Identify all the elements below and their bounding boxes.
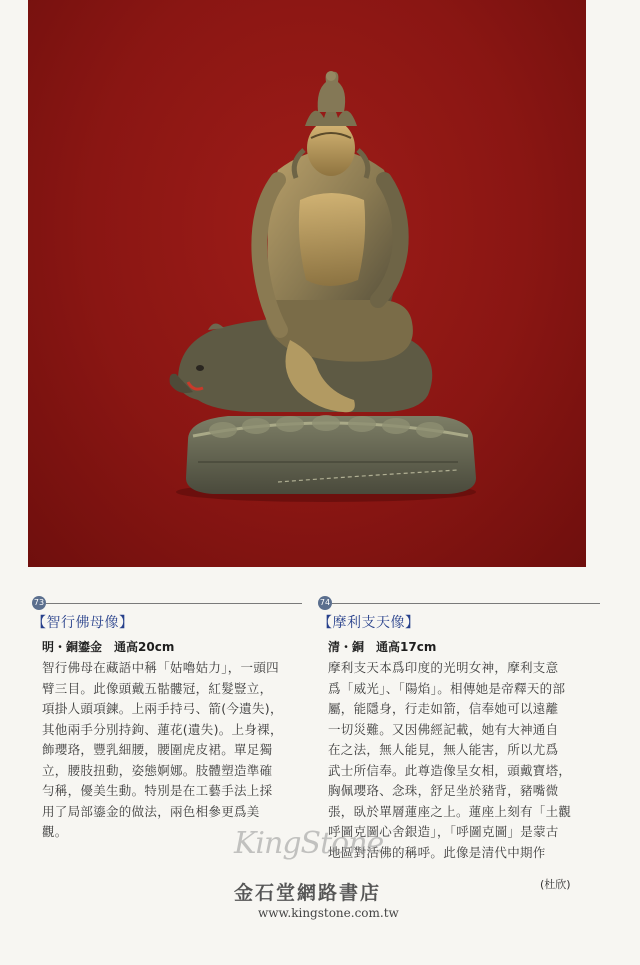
text-line: 地區對活佛的稱呼。此像是清代中期作 bbox=[328, 844, 546, 860]
text-line: 其他兩手分別持鉤、蓮花(遺失)。上身裸， bbox=[42, 721, 283, 737]
text-line: 爲「威光」、「陽焰」。相傳她是帝釋天的部 bbox=[328, 680, 566, 696]
watermark-store-name: 金石堂網路書店 bbox=[234, 882, 382, 904]
divider bbox=[332, 603, 600, 604]
entry-subtitle: 明・銅鎏金 通高20cm bbox=[42, 640, 175, 654]
text-line: 一切災難。又因佛經記載，她有大神通自 bbox=[328, 721, 559, 737]
text-line: 張，臥於單層蓮座之上。蓮座上刻有「土觀 bbox=[328, 803, 572, 819]
text-line: 飾瓔珞，豐乳細腰，腰圍虎皮裙。單足獨 bbox=[42, 742, 273, 757]
watermark-url: www.kingstone.com.tw bbox=[258, 906, 399, 920]
item-number-badge: 74 bbox=[318, 596, 332, 610]
text-line: 武士所信奉。此尊造像呈女相，頭戴寶塔， bbox=[328, 762, 572, 778]
statue-illustration bbox=[28, 0, 586, 567]
text-line: 臂三目。此像頭戴五骷髏冠，紅髮豎立， bbox=[42, 680, 273, 696]
text-line: 智行佛母在藏語中稱「姑嚕姑力」，一頭四 bbox=[42, 660, 279, 675]
text-line: 用了局部鎏金的做法，兩色相參更爲美 bbox=[42, 803, 260, 819]
author-credit: (杜欣) bbox=[540, 878, 571, 891]
text-line: 呼圖克圖心舍銀造」，「呼圖克圖」是蒙古 bbox=[328, 824, 559, 839]
entry-subtitle: 清・銅 通高17cm bbox=[328, 640, 437, 654]
text-line: 在之法，無人能見，無人能害，所以尤爲 bbox=[328, 742, 559, 757]
divider bbox=[46, 603, 302, 604]
watermark-logo: KingStone bbox=[234, 826, 384, 861]
text-line: 觀。 bbox=[42, 824, 68, 839]
watermark bbox=[232, 826, 462, 926]
text-line: 摩利支天本爲印度的光明女神，摩利支意 bbox=[328, 660, 559, 675]
text-line: 立，腰肢扭動，姿態婀娜。肢體塑造準確 bbox=[42, 762, 273, 778]
text-line: 屬，能隱身，行走如箭，信奉她可以遠離 bbox=[328, 701, 559, 716]
entry-title: 【智行佛母像】 bbox=[32, 615, 134, 631]
statue-photo bbox=[28, 0, 586, 567]
text-line: 項掛人頭項鍊。上兩手持弓、箭(今遺失)， bbox=[42, 701, 283, 716]
text-line: 胸佩瓔珞、念珠，舒足坐於豬背，豬嘴微 bbox=[328, 783, 559, 798]
item-number-badge: 73 bbox=[32, 596, 46, 610]
entry-description bbox=[42, 658, 302, 843]
text-line: 勻稱，優美生動。特別是在工藝手法上採 bbox=[42, 783, 273, 798]
entry-title: 【摩利支天像】 bbox=[318, 615, 420, 631]
